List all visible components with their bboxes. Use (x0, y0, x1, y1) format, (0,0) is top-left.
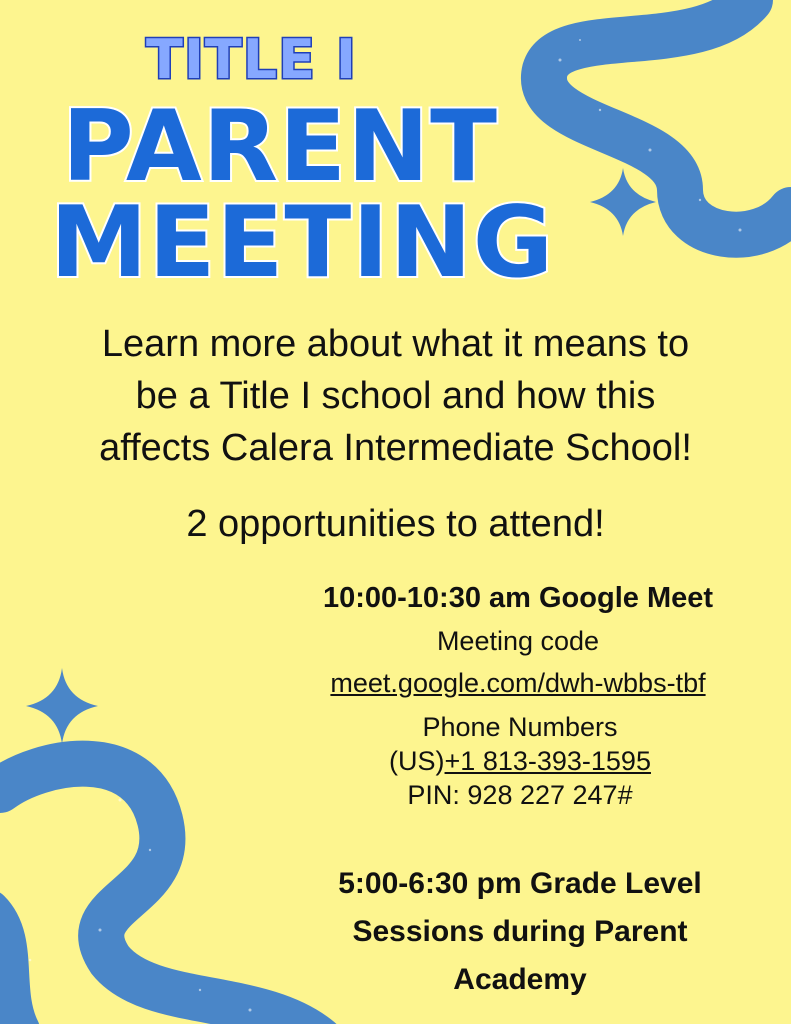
opportunities-text: 2 opportunities to attend! (186, 503, 605, 545)
phone-label: Phone Numbers (422, 712, 618, 742)
meet-link[interactable]: meet.google.com/dwh-wbbs-tbf (330, 668, 706, 698)
session-2-line-3: Academy (453, 963, 587, 996)
pin-text: PIN: 928 227 247# (407, 780, 633, 810)
squiggle-top-icon (544, 0, 791, 235)
sparkle-star-top-icon (590, 168, 656, 236)
intro-line-1: Learn more about what it means to (101, 323, 690, 365)
session-2-parent-academy (290, 860, 750, 1004)
session-2-line-2: Sessions during Parent (352, 915, 688, 948)
phone-line (340, 744, 700, 778)
session-1-google-meet (258, 576, 778, 704)
session-1-title: 10:00-10:30 am Google Meet (322, 582, 714, 614)
session-2-line-1: 5:00-6:30 pm Grade Level (338, 867, 702, 900)
sparkle-star-left-icon (26, 668, 98, 744)
title-i-kicker: TITLE I (146, 28, 357, 91)
intro-line-2: be a Title I school and how this (135, 375, 656, 417)
phone-info (340, 710, 700, 812)
squiggle-bottom-tail-icon (0, 910, 20, 1024)
intro-line-3: affects Calera Intermediate School! (99, 427, 692, 469)
headline-parent: PARENT (62, 90, 498, 204)
intro-paragraph (0, 318, 791, 474)
headline-meeting: MEETING (50, 186, 555, 300)
phone-number-link[interactable]: +1 813-393-1595 (444, 746, 651, 776)
squiggle-bottom-icon (0, 764, 320, 1024)
meeting-code-label: Meeting code (436, 626, 600, 656)
phone-prefix: (US) (389, 746, 445, 776)
